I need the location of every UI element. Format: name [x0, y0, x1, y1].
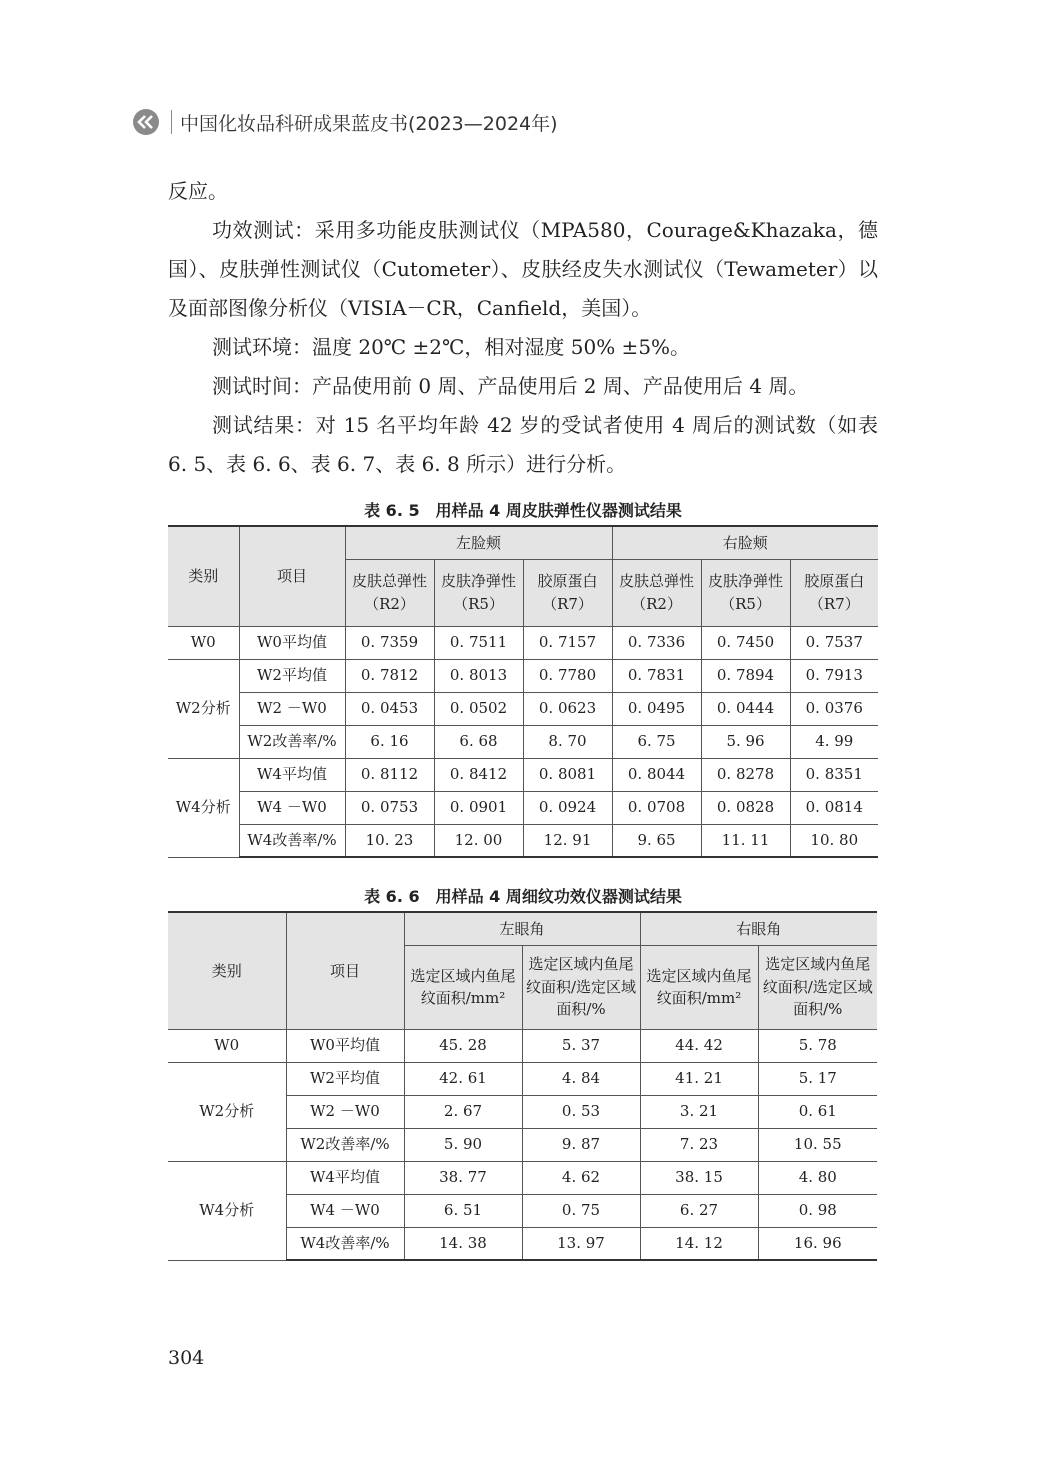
column-header-item: 项目 — [286, 912, 404, 1029]
value-cell: 0. 7812 — [345, 659, 434, 692]
sub-header: 皮肤总弹性（R2） — [345, 559, 434, 626]
item-cell: W0平均值 — [286, 1029, 404, 1062]
sub-header: 选定区域内鱼尾纹面积/mm² — [640, 945, 758, 1029]
value-cell: 9. 87 — [522, 1128, 640, 1161]
skin-elasticity-table — [168, 525, 878, 858]
value-cell: 13. 97 — [522, 1227, 640, 1260]
item-cell: W4 －W0 — [239, 791, 345, 824]
item-cell: W2平均值 — [286, 1062, 404, 1095]
paragraph: 测试时间：产品使用前 0 周、产品使用后 2 周、产品使用后 4 周。 — [212, 374, 809, 398]
category-cell: W0 — [168, 1029, 286, 1062]
value-cell: 0. 0623 — [523, 692, 612, 725]
value-cell: 0. 7450 — [701, 626, 790, 659]
group-header-left-cheek: 左脸颊 — [345, 526, 612, 559]
category-cell: W2分析 — [168, 659, 239, 758]
sub-header: 胶原蛋白（R7） — [523, 559, 612, 626]
item-cell: W2改善率/% — [286, 1128, 404, 1161]
sub-header: 皮肤净弹性（R5） — [434, 559, 523, 626]
double-chevron-left-icon — [133, 109, 159, 135]
value-cell: 0. 75 — [522, 1194, 640, 1227]
value-cell: 0. 8412 — [434, 758, 523, 791]
value-cell: 14. 12 — [640, 1227, 758, 1260]
table-row — [168, 1161, 877, 1194]
item-cell: W2平均值 — [239, 659, 345, 692]
item-cell: W4改善率/% — [286, 1227, 404, 1260]
value-cell: 0. 53 — [522, 1095, 640, 1128]
table-row — [168, 725, 878, 758]
value-cell: 0. 0444 — [701, 692, 790, 725]
sub-header: 皮肤总弹性（R2） — [612, 559, 701, 626]
value-cell: 14. 38 — [404, 1227, 522, 1260]
paragraph: 反应。 — [168, 179, 228, 203]
value-cell: 41. 21 — [640, 1062, 758, 1095]
value-cell: 0. 8278 — [701, 758, 790, 791]
value-cell: 3. 21 — [640, 1095, 758, 1128]
paragraph: 测试环境：温度 20℃ ±2℃，相对湿度 50% ±5%。 — [212, 335, 691, 359]
value-cell: 6. 75 — [612, 725, 701, 758]
sub-header: 胶原蛋白（R7） — [790, 559, 878, 626]
sub-header: 选定区域内鱼尾纹面积/选定区域面积/% — [758, 945, 877, 1029]
column-header-category: 类别 — [168, 912, 286, 1029]
value-cell: 0. 0502 — [434, 692, 523, 725]
header-divider — [171, 110, 172, 134]
value-cell: 11. 11 — [701, 824, 790, 857]
item-cell: W2 －W0 — [239, 692, 345, 725]
item-cell: W2 －W0 — [286, 1095, 404, 1128]
value-cell: 5. 17 — [758, 1062, 877, 1095]
sub-header: 皮肤净弹性（R5） — [701, 559, 790, 626]
book-title: 中国化妆品科研成果蓝皮书(2023—2024年) — [180, 112, 558, 135]
paragraph: 功效测试：采用多功能皮肤测试仪（MPA580，Courage&Khazaka，德国）、皮肤弹性测试仪（Cutometer）、皮肤经皮失水测试仪（Tewameter）以及面部图像分析仪（VISIA－CR，Canfield，美国）。 — [168, 218, 878, 320]
category-cell: W4分析 — [168, 1161, 286, 1260]
value-cell: 6. 16 — [345, 725, 434, 758]
item-cell: W2改善率/% — [239, 725, 345, 758]
table-row — [168, 692, 878, 725]
value-cell: 0. 7157 — [523, 626, 612, 659]
value-cell: 2. 67 — [404, 1095, 522, 1128]
value-cell: 42. 61 — [404, 1062, 522, 1095]
value-cell: 0. 8351 — [790, 758, 878, 791]
value-cell: 0. 8112 — [345, 758, 434, 791]
value-cell: 5. 78 — [758, 1029, 877, 1062]
item-cell: W4改善率/% — [239, 824, 345, 857]
item-cell: W4平均值 — [239, 758, 345, 791]
value-cell: 0. 0901 — [434, 791, 523, 824]
running-header — [133, 106, 558, 138]
value-cell: 0. 7831 — [612, 659, 701, 692]
value-cell: 0. 7336 — [612, 626, 701, 659]
category-cell: W4分析 — [168, 758, 239, 857]
item-cell: W0平均值 — [239, 626, 345, 659]
value-cell: 0. 8044 — [612, 758, 701, 791]
group-header-left-eye-corner: 左眼角 — [404, 912, 640, 945]
table-row — [168, 791, 878, 824]
value-cell: 10. 80 — [790, 824, 878, 857]
sub-header: 选定区域内鱼尾纹面积/mm² — [404, 945, 522, 1029]
value-cell: 0. 0924 — [523, 791, 612, 824]
table-row — [168, 758, 878, 791]
value-cell: 44. 42 — [640, 1029, 758, 1062]
value-cell: 6. 51 — [404, 1194, 522, 1227]
value-cell: 5. 37 — [522, 1029, 640, 1062]
column-header-item: 项目 — [239, 526, 345, 626]
value-cell: 0. 98 — [758, 1194, 877, 1227]
column-header-category: 类别 — [168, 526, 239, 626]
value-cell: 5. 96 — [701, 725, 790, 758]
paragraph: 测试结果：对 15 名平均年龄 42 岁的受试者使用 4 周后的测试数（如表 6. 5、表 6. 6、表 6. 7、表 6. 8 所示）进行分析。 — [168, 413, 878, 476]
item-cell: W4 －W0 — [286, 1194, 404, 1227]
value-cell: 0. 0814 — [790, 791, 878, 824]
table-row — [168, 659, 878, 692]
category-cell: W2分析 — [168, 1062, 286, 1161]
value-cell: 10. 55 — [758, 1128, 877, 1161]
value-cell: 0. 7511 — [434, 626, 523, 659]
value-cell: 4. 62 — [522, 1161, 640, 1194]
sub-header: 选定区域内鱼尾纹面积/选定区域面积/% — [522, 945, 640, 1029]
fine-lines-table — [168, 911, 877, 1261]
item-cell: W4平均值 — [286, 1161, 404, 1194]
body-text — [168, 172, 878, 484]
value-cell: 0. 7537 — [790, 626, 878, 659]
value-cell: 8. 70 — [523, 725, 612, 758]
value-cell: 6. 27 — [640, 1194, 758, 1227]
table-row — [168, 626, 878, 659]
value-cell: 38. 15 — [640, 1161, 758, 1194]
value-cell: 0. 7359 — [345, 626, 434, 659]
value-cell: 7. 23 — [640, 1128, 758, 1161]
value-cell: 0. 7780 — [523, 659, 612, 692]
group-header-right-cheek: 右脸颊 — [612, 526, 878, 559]
value-cell: 0. 8013 — [434, 659, 523, 692]
value-cell: 0. 7894 — [701, 659, 790, 692]
value-cell: 0. 0495 — [612, 692, 701, 725]
page-number: 304 — [168, 1347, 205, 1369]
table-row — [168, 1062, 877, 1095]
group-header-right-eye-corner: 右眼角 — [640, 912, 877, 945]
value-cell: 10. 23 — [345, 824, 434, 857]
table-row — [168, 1029, 877, 1062]
table-caption: 表 6. 5 用样品 4 周皮肤弹性仪器测试结果 — [364, 501, 682, 520]
value-cell: 0. 0376 — [790, 692, 878, 725]
value-cell: 12. 00 — [434, 824, 523, 857]
value-cell: 5. 90 — [404, 1128, 522, 1161]
value-cell: 9. 65 — [612, 824, 701, 857]
value-cell: 4. 80 — [758, 1161, 877, 1194]
value-cell: 0. 8081 — [523, 758, 612, 791]
value-cell: 0. 0708 — [612, 791, 701, 824]
value-cell: 38. 77 — [404, 1161, 522, 1194]
value-cell: 16. 96 — [758, 1227, 877, 1260]
table-caption: 表 6. 6 用样品 4 周细纹功效仪器测试结果 — [364, 887, 682, 906]
value-cell: 0. 61 — [758, 1095, 877, 1128]
value-cell: 4. 99 — [790, 725, 878, 758]
value-cell: 0. 0753 — [345, 791, 434, 824]
table-row — [168, 824, 878, 857]
category-cell: W0 — [168, 626, 239, 659]
value-cell: 0. 0828 — [701, 791, 790, 824]
value-cell: 6. 68 — [434, 725, 523, 758]
value-cell: 0. 7913 — [790, 659, 878, 692]
value-cell: 4. 84 — [522, 1062, 640, 1095]
value-cell: 45. 28 — [404, 1029, 522, 1062]
value-cell: 12. 91 — [523, 824, 612, 857]
value-cell: 0. 0453 — [345, 692, 434, 725]
